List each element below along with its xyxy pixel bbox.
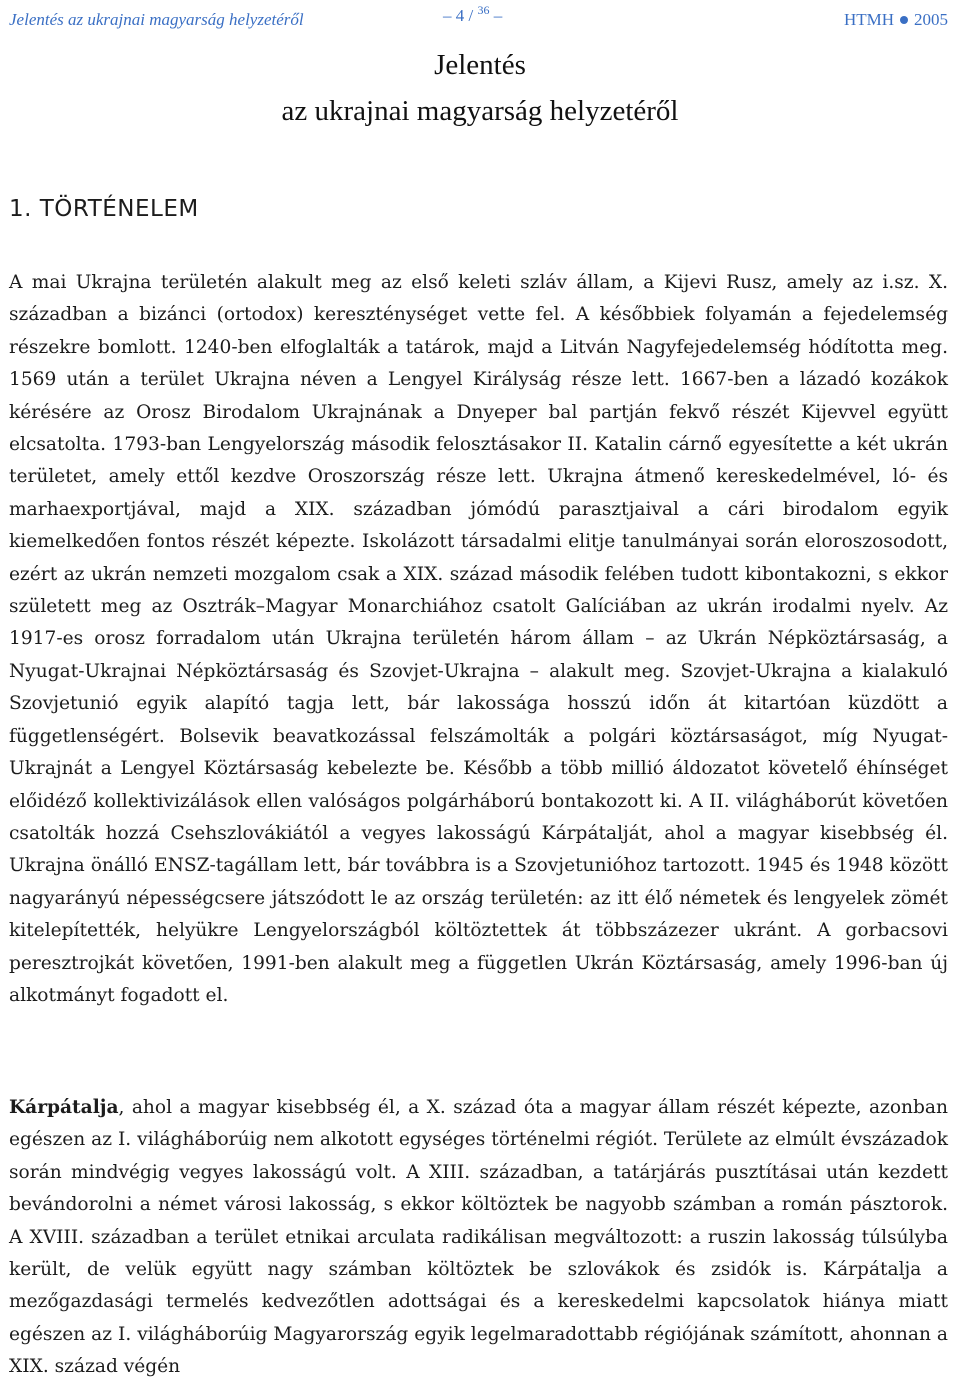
header-org: HTMH	[843, 10, 894, 29]
header-org-year	[844, 10, 948, 30]
paragraph-karpatalja	[9, 1092, 948, 1384]
page-number-total: 36	[477, 3, 490, 17]
header-year: 2005	[914, 10, 948, 29]
page-number-suffix: –	[493, 6, 503, 25]
page-number: – 4 / $^{36}$ –	[443, 3, 503, 25]
page-number-current: 4	[455, 6, 465, 25]
paragraph-history: A mai Ukrajna területén alakult meg az első keleti szláv állam, a Kijevi Rusz, amely az i.sz. X. században a bizánci (ortodox) kereszténységet vette fel. A későbbiek folyamán a fejedelemség részekre bomlott. 1240-ben elfoglalták a tatárok, majd a Litván Nagyfejedelemség hódította meg. 1569 után a terület Ukrajna néven a Lengyel Királyság része lett. 1667-ben a lázadó kozákok kérésére az Orosz Birodalom Ukrajnának a Dnyeper bal partján fekvő részét Kijevvel együtt elcsatolta. 1793-ban Lengyelország második felosztásakor II. Katalin cárnő egyesítette a két ukrán területet, amely ettől kezdve Oroszország része lett. Ukrajna átmenő kereskedelmével, ló- és marhaexportjával, majd a XIX. században jómódú parasztjaival a cári birodalom egyik kiemelkedően fontos részét képezte. Iskolázott társadalmi elitje tanulmányai során eloroszosodott, ezért az ukrán nemzeti mozgalom csak a XIX. század második felében tudott kibontakozni, s ekkor született meg az Osztrák–Magyar Monarchiához csatolt Galíciában az ukrán irodalmi nyelv. Az 1917-es orosz forradalom után Ukrajna területén három állam – az Ukrán Népköztársaság, a Nyugat-Ukrajnai Népköztársaság és Szovjet-Ukrajna – alakult meg. Szovjet-Ukrajna a kialakuló Szovjetunió egyik alapító tagja lett, bár lakossága hosszú időn át kitartóan küzdött a függetlenségért. Bolsevik beavatkozással felszámolták a polgári köztársaságot, míg Nyugat-Ukrajnát a Lengyel Köztársaság kebelezte be. Később a több millió áldozatot követelő éhínséget előidéző kollektivizálások ellen valóságos polgárháború bontakozott ki. A II. világháborút követően csatolták hozzá Csehszlovákiától a vegyes lakosságú Kárpátalját, ahol a magyar kisebbség él. Ukrajna önálló ENSZ-tagállam lett, bár továbbra is a Szovjetunióhoz tartozott. 1945 és 1948 között nagyarányú népességcsere játszódott le az ország területén: az itt élő németek és lengyelek zömét kitelepítették, helyükre Lengyelországból költöztettek át többszázezer ukránt. A gorbacsovi peresztrojkát követően, 1991-ben alakult meg a független Ukrán Köztársaság, amely 1996-ban új alkotmányt fogadott el.	[9, 272, 948, 1006]
document-title-line2: az ukrajnai magyarság helyzetéről	[281, 95, 679, 127]
section-heading: 1. TÖRTÉNELEM	[9, 196, 199, 222]
page-number-prefix: –	[443, 6, 452, 25]
bullet-dot-icon	[900, 16, 908, 24]
paragraph-karpatalja-bold: Kárpátalja	[9, 1097, 119, 1118]
paragraph-karpatalja-text: , ahol a magyar kisebbség él, a X. század óta a magyar állam részét képezte, azonban egészen az I. világháborúig nem alkotott egységes történelmi régiót. Területe az elmúlt évszázadok során mindvégig vegyes lakosságú volt. A XIII. században, a tatárjárás pusztításai után kezdett bevándorolni a német városi lakosság, s ekkor költöztek be nagyobb számban a román pásztorok. A XVIII. században a terület etnikai arculata radikálisan megváltozott: a ruszin lakosság túlsúlyba került, de velük együtt nagy számban költöztek be szlovákok és zsidók is. Kárpátalja a mezőgazdasági termelés kedvezőtlen adottságai és a kereskedelmi kapcsolatok hiánya miatt egészen az I. világháborúig Magyarország egyik legelmaradottabb régiójának számított, ahonnan a XIX. század végén	[9, 1097, 948, 1378]
document-title-line1: Jelentés	[434, 49, 526, 81]
header-document-title: Jelentés az ukrajnai magyarság helyzetéről	[9, 10, 304, 29]
page-header	[9, 3, 948, 32]
